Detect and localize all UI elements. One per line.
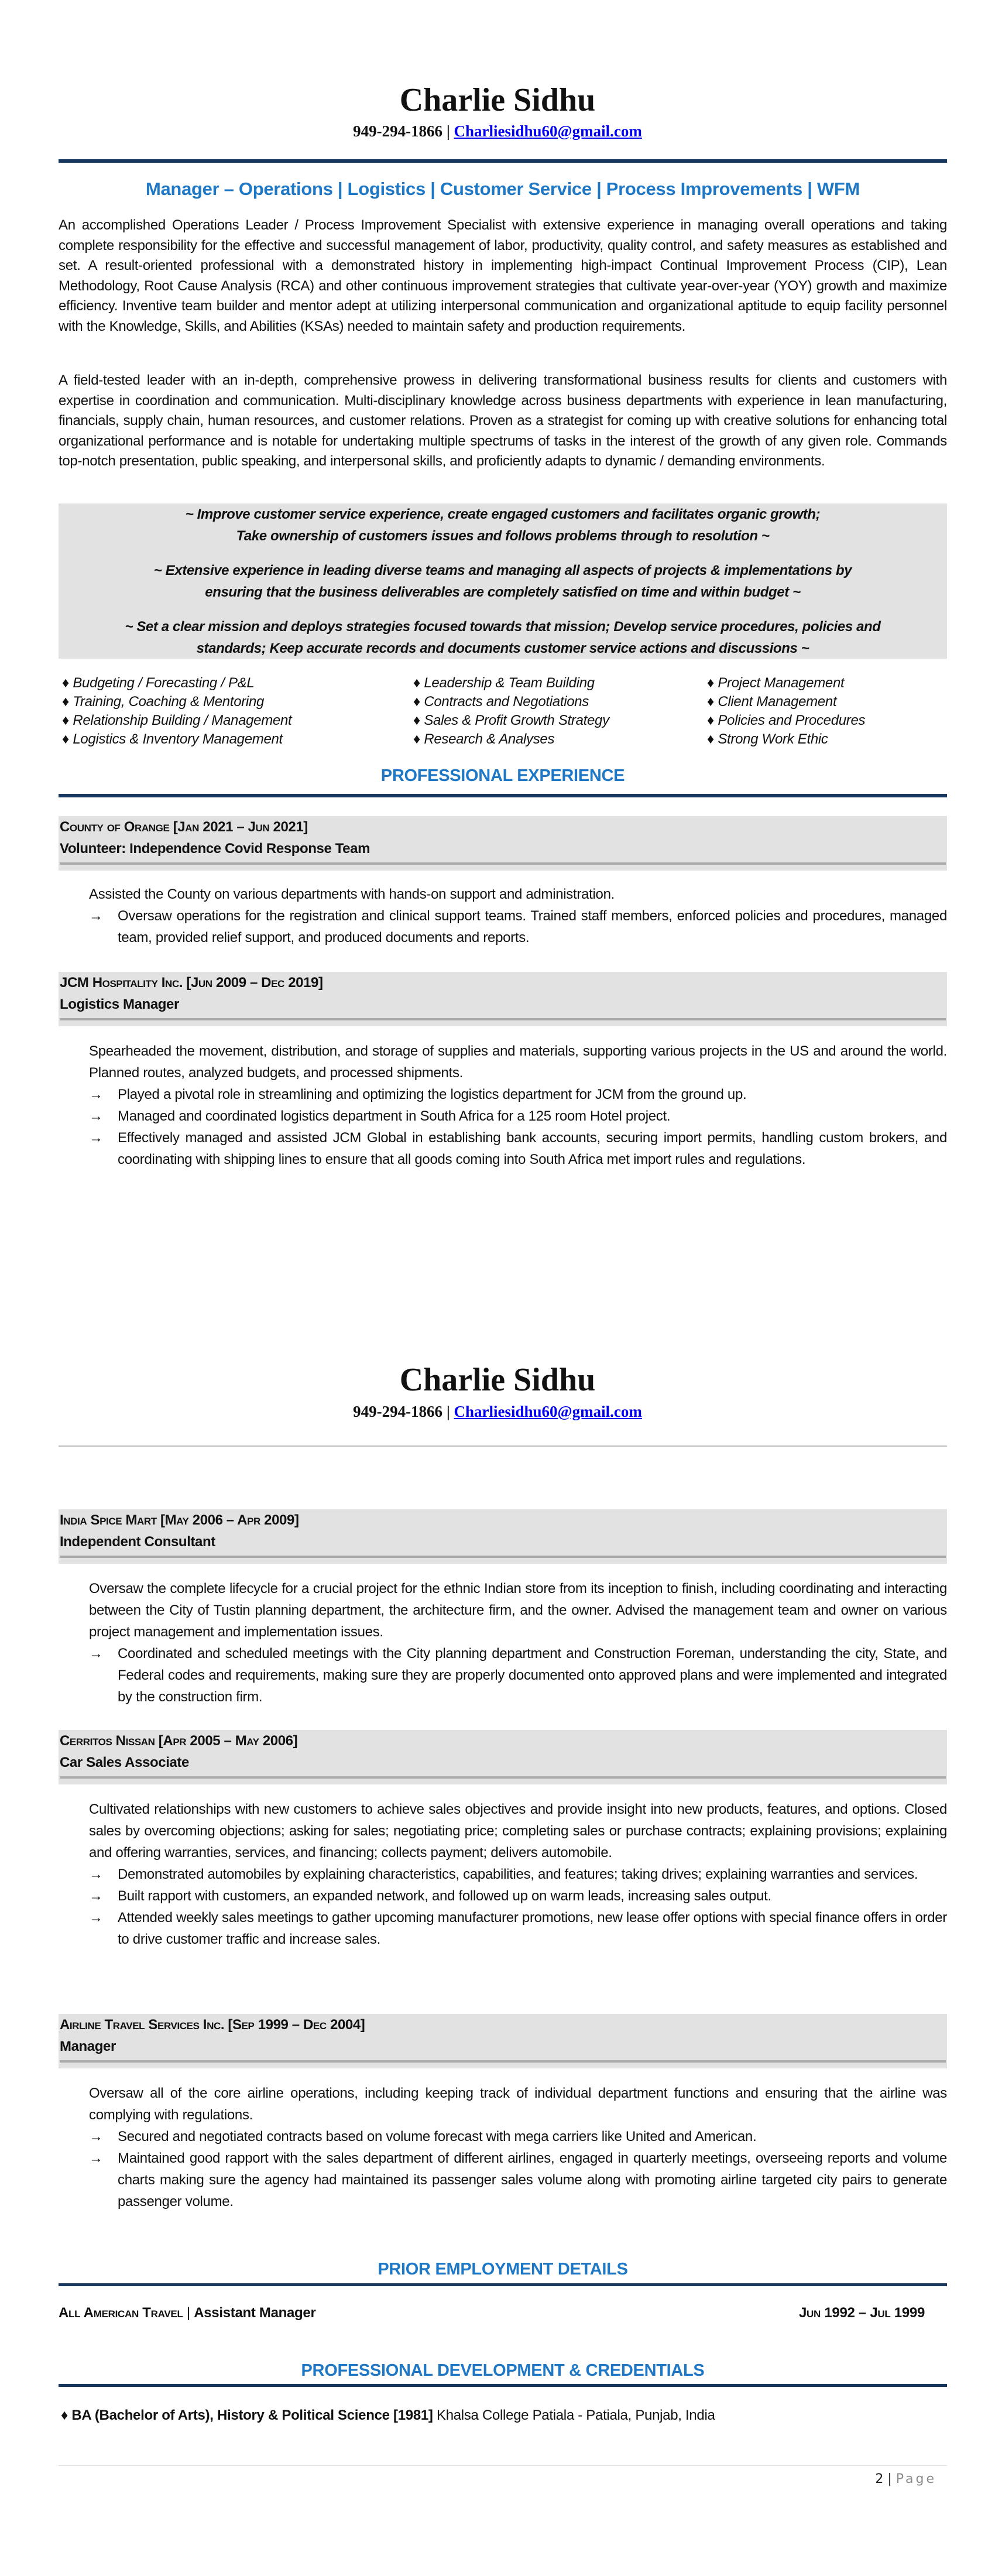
company-dates: Airline Travel Services Inc. [Sep 1999 – Dec 2004] [60, 2017, 365, 2033]
skill-label: Budgeting / Forecasting / P&L [73, 675, 255, 691]
job-header [59, 972, 947, 1026]
phone: 949-294-1866 [353, 1403, 443, 1420]
skills-column-3 [707, 674, 865, 749]
arrow-right-icon: → [89, 908, 103, 924]
phone: 949-294-1866 [353, 122, 443, 140]
skills-column-1 [62, 674, 291, 749]
footer-divider [59, 2465, 947, 2466]
skill-item [413, 730, 609, 749]
diamond-bullet-icon: ♦ [61, 2407, 68, 2423]
headline: Manager – Operations | Logistics | Customer Service | Process Improvements | WFM [145, 179, 860, 199]
job-bullet [89, 2126, 947, 2147]
job-bullet [89, 1907, 947, 1950]
job-header-underline [60, 2060, 946, 2063]
bullet-text: Demonstrated automobiles by explaining characteristics, capabilities, and features; taking drives; explaining warranties and services. [118, 1866, 918, 1882]
highlight-line: ensuring that the business deliverables are completely satisfied on time and within budget ~ [205, 584, 801, 600]
arrow-right-icon: → [89, 1130, 103, 1146]
job-summary: Oversaw all of the core airline operations, including keeping track of individual department functions and ensuring that the airline was complying with regulations. [89, 2085, 947, 2123]
diamond-bullet-icon: ♦ [707, 712, 714, 728]
job-description [89, 883, 947, 948]
job-bullet [89, 1084, 947, 1105]
job-title: Car Sales Associate [60, 1755, 189, 1770]
skill-item [62, 674, 291, 693]
skill-item [413, 674, 609, 693]
bullet-text: Managed and coordinated logistics department in South Africa for a 125 room Hotel project. [118, 1108, 671, 1124]
bullet-text: Oversaw operations for the registration and clinical support teams. Trained staff members, enforced policies and procedures, managed team, provided relief support, and produced documents and reports. [118, 908, 947, 946]
job-title: Independent Consultant [60, 1534, 215, 1550]
highlights-box [59, 503, 947, 659]
job-description [89, 1040, 947, 1170]
skill-item [413, 693, 609, 711]
skill-item [707, 730, 865, 749]
job-header [59, 2014, 947, 2068]
job-title: Volunteer: Independence Covid Response Team [60, 841, 370, 857]
skill-label: Training, Coaching & Mentoring [73, 694, 265, 710]
section-divider [59, 2384, 947, 2387]
contact-line [0, 121, 995, 141]
arrow-right-icon: → [89, 1087, 103, 1102]
prior-dates: Jun 1992 – Jul 1999 [798, 2305, 925, 2321]
skill-item [413, 711, 609, 730]
separator: | [446, 122, 450, 140]
skills-column-2 [413, 674, 609, 749]
bullet-text: Coordinated and scheduled meetings with the City planning department and Construction Foreman, understanding the city, State, and Federal codes and requirements, making sure they are properly documented onto approved plans and were implemented and integrated by the construction firm. [118, 1646, 947, 1705]
prior-title: Assistant Manager [194, 2305, 316, 2321]
job-title: Logistics Manager [60, 996, 179, 1012]
job-header [59, 816, 947, 871]
highlight-line: ~ Extensive experience in leading diverse teams and managing all aspects of projects & implementations by [153, 563, 852, 578]
job-header-underline [60, 1018, 946, 1020]
job-summary: Oversaw the complete lifecycle for a crucial project for the ethnic Indian store from its inception to finish, including coordinating and interacting between the City of Tustin planning department, the architecture firm, and the owner. Advised the management team and owner on various project management and implementation issues. [89, 1581, 947, 1640]
skill-label: Project Management [718, 675, 845, 691]
header-divider [59, 159, 947, 163]
skill-label: Leadership & Team Building [424, 675, 595, 691]
highlight [59, 560, 947, 603]
skill-label: Client Management [718, 694, 837, 710]
company-dates: India Spice Mart [May 2006 – Apr 2009] [60, 1512, 299, 1528]
diamond-bullet-icon: ♦ [707, 675, 714, 691]
separator: | [446, 1403, 450, 1420]
highlight [59, 616, 947, 659]
skill-label: Relationship Building / Management [73, 712, 292, 728]
degree: BA (Bachelor of Arts), History & Political Science [1981] [71, 2407, 433, 2423]
job-bullet [89, 1643, 947, 1708]
skill-label: Policies and Procedures [718, 712, 866, 728]
arrow-right-icon: → [89, 1646, 103, 1662]
job-header [59, 1730, 947, 1784]
diamond-bullet-icon: ♦ [413, 675, 420, 691]
skill-label: Sales & Profit Growth Strategy [424, 712, 609, 728]
candidate-name: Charlie Sidhu [399, 82, 596, 118]
job-title: Manager [60, 2039, 116, 2054]
job-bullet [89, 1864, 947, 1885]
skill-label: Research & Analyses [424, 731, 555, 747]
separator: | [183, 2305, 194, 2321]
arrow-right-icon: → [89, 2129, 103, 2145]
highlight-line: ~ Improve customer service experience, create engaged customers and facilitates organic growth; [185, 506, 821, 522]
skill-label: Strong Work Ethic [718, 731, 828, 747]
skill-label: Logistics & Inventory Management [73, 731, 283, 747]
job-description [89, 2082, 947, 2212]
job-header-underline [60, 1556, 946, 1558]
job-description [89, 1799, 947, 1950]
diamond-bullet-icon: ♦ [62, 675, 69, 691]
summary-paragraph: An accomplished Operations Leader / Process Improvement Specialist with extensive experience in managing overall operations and taking complete responsibility for the effective and successful management of labor, productivity, quality control, and safety measures as established and set. A result-oriented professional with a demonstrated history in implementing high-impact Continual Improvement Process (CIP), Lean Methodology, Root Cause Analysis (RCA) and other continuous improvement strategies that cultivate year-over-year (YOY) growth and maximize efficiency. Inventive team builder and mentor adept at utilizing interpersonal communication and organizational aptitude to equip facility personnel with the Knowledge, Skills, and Abilities (KSAs) needed to maintain safety and production requirements. [59, 217, 947, 334]
arrow-right-icon: → [89, 1866, 103, 1882]
job-bullet [89, 1105, 947, 1127]
header-divider [59, 1445, 947, 1447]
section-title-development: PROFESSIONAL DEVELOPMENT & CREDENTIALS [301, 2361, 705, 2380]
prior-employment-row [59, 2303, 925, 2324]
skill-item [62, 711, 291, 730]
candidate-name: Charlie Sidhu [399, 1362, 596, 1398]
job-bullet [89, 2147, 947, 2212]
arrow-right-icon: → [89, 2150, 103, 2166]
skill-item [62, 730, 291, 749]
email-link[interactable]: Charliesidhu60@gmail.com [454, 1403, 642, 1420]
company-dates: County of Orange [Jan 2021 – Jun 2021] [60, 819, 308, 835]
arrow-right-icon: → [89, 1910, 103, 1926]
diamond-bullet-icon: ♦ [707, 731, 714, 747]
education-item [61, 2405, 715, 2426]
skill-item [707, 674, 865, 693]
job-header [59, 1509, 947, 1564]
arrow-right-icon: → [89, 1888, 103, 1904]
diamond-bullet-icon: ♦ [62, 712, 69, 728]
skill-item [707, 711, 865, 730]
highlight-line: standards; Keep accurate records and documents customer service actions and discussions ~ [196, 640, 809, 656]
job-bullet [89, 905, 947, 948]
skill-item [707, 693, 865, 711]
skill-label: Contracts and Negotiations [424, 694, 589, 710]
page-footer [875, 2471, 936, 2488]
bullet-text: Effectively managed and assisted JCM Global in establishing bank accounts, securing import permits, handling custom brokers, and coordinating with shipping lines to ensure that all goods coming into South Africa met import rules and regulations. [118, 1130, 947, 1167]
diamond-bullet-icon: ♦ [413, 694, 420, 710]
section-title-prior-employment: PRIOR EMPLOYMENT DETAILS [378, 2260, 628, 2279]
job-summary: Assisted the County on various departments with hands-on support and administration. [89, 886, 615, 902]
highlight-line: Take ownership of customers issues and follows problems through to resolution ~ [236, 528, 770, 544]
separator: | [883, 2472, 896, 2486]
bullet-text: Played a pivotal role in streamlining and optimizing the logistics department for JCM from the ground up. [118, 1087, 747, 1102]
page-number: 2 [875, 2472, 884, 2486]
school: Khalsa College Patiala - Patiala, Punjab, India [433, 2407, 715, 2423]
bullet-text: Secured and negotiated contracts based on volume forecast with mega carriers like United and American. [118, 2129, 757, 2145]
arrow-right-icon: → [89, 1108, 103, 1124]
company-dates: Cerritos Nissan [Apr 2005 – May 2006] [60, 1733, 298, 1749]
highlight [59, 503, 947, 547]
bullet-text: Built rapport with customers, an expanded network, and followed up on warm leads, increasing sales output. [118, 1888, 771, 1904]
page-label: Page [896, 2472, 936, 2486]
summary-paragraph: A field-tested leader with an in-depth, comprehensive prowess in delivering transformational business results for clients and customers with expertise in coordination and communication. Multi-disciplinary knowledge across business departments with experience in lean manufacturing, financials, supply chain, human resources, and customer relations. Proven as a strategist for coming up with creative solutions for enhancing total organizational performance and is notable for undertaking multiple spectrums of tasks in the interest of the growth of any given role. Commands top-notch presentation, public speaking, and interpersonal skills, and proficiently adapts to dynamic / demanding environments. [59, 372, 947, 469]
job-description [89, 1578, 947, 1708]
job-summary: Spearheaded the movement, distribution, and storage of supplies and materials, supporting various projects in the US and around the world. Planned routes, analyzed budgets, and processed shipments. [89, 1043, 947, 1081]
diamond-bullet-icon: ♦ [62, 731, 69, 747]
diamond-bullet-icon: ♦ [707, 694, 714, 710]
bullet-text: Maintained good rapport with the sales department of different airlines, engaged in quarterly meetings, overseeing reports and volume charts making sure the agency had maintained its passenger sales volume along with promoting airline targeted city pairs to generate passenger volume. [118, 2150, 947, 2210]
section-divider [59, 2283, 947, 2286]
contact-line [0, 1402, 995, 1421]
section-divider [59, 794, 947, 797]
job-bullet [89, 1885, 947, 1907]
job-header-underline [60, 862, 946, 865]
diamond-bullet-icon: ♦ [413, 712, 420, 728]
diamond-bullet-icon: ♦ [413, 731, 420, 747]
skill-item [62, 693, 291, 711]
job-bullet [89, 1127, 947, 1170]
job-header-underline [60, 1776, 946, 1779]
email-link[interactable]: Charliesidhu60@gmail.com [454, 122, 642, 140]
bullet-text: Attended weekly sales meetings to gather upcoming manufacturer promotions, new lease offer options with special finance offers in order to drive customer traffic and increase sales. [118, 1910, 947, 1947]
company-dates: JCM Hospitality Inc. [Jun 2009 – Dec 2019] [60, 975, 323, 991]
job-summary: Cultivated relationships with new customers to achieve sales objectives and provide insight into new products, features, and options. Closed sales by overcoming objections; asking for sales; negotiating price; completing sales or purchase contracts; explaining provisions; explaining and offering warranties, services, and financing; collects payment; delivers automobile. [89, 1801, 947, 1861]
highlight-line: ~ Set a clear mission and deploys strategies focused towards that mission; Develop service procedures, policies and [125, 619, 881, 635]
prior-company: All American Travel [59, 2305, 183, 2321]
diamond-bullet-icon: ♦ [62, 694, 69, 710]
section-title-experience: PROFESSIONAL EXPERIENCE [380, 766, 625, 785]
